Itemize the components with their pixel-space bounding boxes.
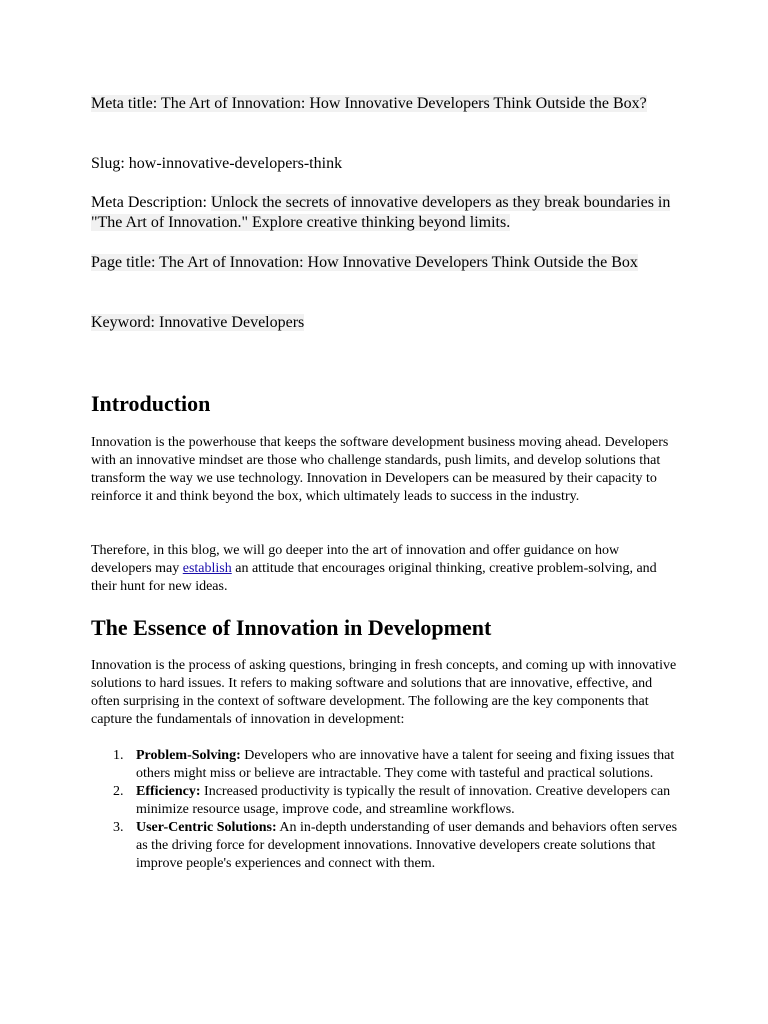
list-item-text: An in-depth understanding of user demands and behaviors often serves as the driving force for development innovations. Innovative developers create solutions that improve people's experiences and connect with them. — [136, 820, 678, 871]
introduction-paragraph-2 — [91, 542, 683, 596]
meta-description — [91, 193, 681, 233]
list-item-title: Efficiency: — [136, 784, 201, 799]
list-number: 2. — [113, 784, 124, 799]
meta-title — [91, 94, 681, 114]
page-title-text: Page title: The Art of Innovation: How Innovative Developers Think Outside the Box — [91, 254, 638, 271]
list-number: 1. — [113, 748, 124, 763]
list-item-title: User-Centric Solutions: — [136, 820, 277, 835]
list-item — [91, 747, 683, 783]
list-item — [91, 819, 683, 873]
establish-link[interactable]: establish — [182, 561, 232, 576]
list-item-title: Problem-Solving: — [136, 748, 241, 763]
keyword — [91, 313, 681, 333]
key-components-list — [91, 747, 683, 873]
page-title-line — [91, 253, 681, 273]
meta-title-text: Meta title: The Art of Innovation: How Innovative Developers Think Outside the Box? — [91, 95, 647, 112]
meta-description-label: Meta Description: — [91, 194, 211, 211]
keyword-text: Keyword: Innovative Developers — [91, 314, 305, 331]
list-item — [91, 783, 683, 819]
slug — [91, 154, 681, 174]
slug-text: Slug: how-innovative-developers-think — [91, 155, 343, 172]
essence-paragraph: Innovation is the process of asking questions, bringing in fresh concepts, and coming up with innovative solutions to hard issues. It refers to making software and solutions that are innovative, effective, and often surprising in the context of software development. The following are the key components that capture the fundamentals of innovation in development: — [91, 658, 677, 727]
list-item-text: Developers who are innovative have a talent for seeing and fixing issues that others might miss or believe are intractable. They come with tasteful and practical solutions. — [136, 748, 675, 781]
introduction-heading: Introduction — [91, 391, 211, 416]
essence-heading: The Essence of Innovation in Development — [91, 615, 492, 640]
list-item-text: Increased productivity is typically the result of innovation. Creative developers can minimize resource usage, improve code, and streamline workflows. — [136, 784, 671, 817]
paragraph-2-start: Therefore, in this blog, we will go deeper into the art of innovation and offer guidance on how developers may — [91, 543, 620, 576]
paragraph-2-end: an attitude that encourages original thinking, creative problem-solving, and their hunt for new ideas. — [91, 561, 657, 594]
list-number: 3. — [113, 820, 124, 835]
meta-description-text: Unlock the secrets of innovative developers as they break boundaries in "The Art of Innovation." Explore creative thinking beyond limits. — [91, 194, 671, 231]
introduction-paragraph-1: Innovation is the powerhouse that keeps the software development business moving ahead. Developers with an innovative mindset are those who challenge standards, push limits, and develop solutions that transform the way we use technology. Innovation in Developers can be measured by their capacity to reinforce it and think beyond the box, which ultimately leads to success in the industry. — [91, 435, 669, 504]
